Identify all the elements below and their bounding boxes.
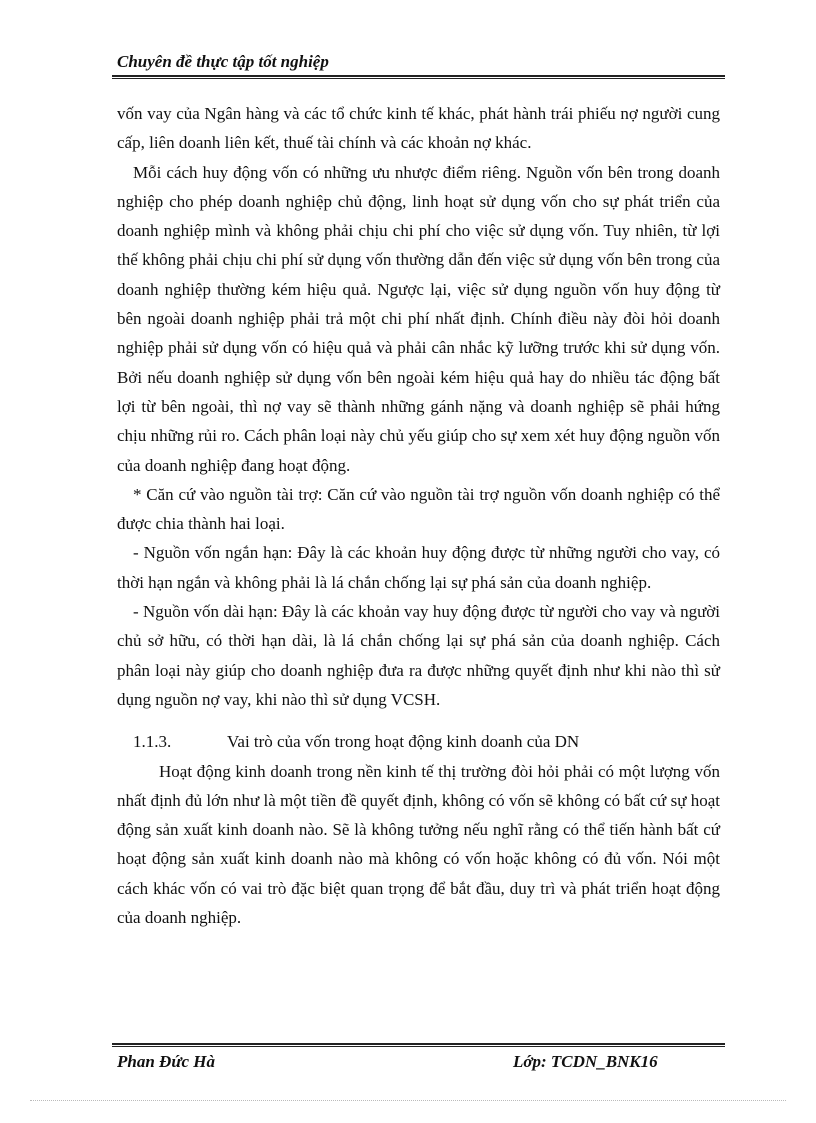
- section-number: 1.1.3.: [133, 732, 172, 752]
- paragraph-continuation: vốn vay của Ngân hàng và các tổ chức kinh tế khác, phát hành trái phiếu nợ người cung cấp, liên doanh liên kết, thuế tài chính và các khoản nợ khác.: [117, 104, 720, 153]
- footer-class: Lớp: TCDN_BNK16: [513, 1052, 658, 1071]
- paragraph-funding-source: * Căn cứ vào nguồn tài trợ: Căn cứ vào nguồn tài trợ nguồn vốn doanh nghiệp có thể được chia thành hai loại.: [117, 484, 720, 534]
- paragraph-capital-mobilization: Mỗi cách huy động vốn có những ưu nhược điểm riêng. Nguồn vốn bên trong doanh nghiệp cho phép doanh nghiệp chủ động, linh hoạt sử dụng vốn cho sự phát triển của doanh nghiệp mình và không phải chịu chi phí cho việc sử dụng vốn. Tuy nhiên, từ lợi thế không phải chịu chi phí sử dụng vốn thường dẫn đến việc sử dụng vốn bên trong của doanh nghiệp thường kém hiệu quả. Ngược lại, việc sử dụng nguồn vốn huy động từ bên ngoài doanh nghiệp phải trả một chi phí nhất định. Chính điều này đòi hỏi doanh nghiệp phải sử dụng vốn có hiệu quả và phải cân nhắc kỹ lưỡng trước khi sử dụng vốn. Bởi nếu doanh nghiệp sử dụng vốn bên ngoài kém hiệu quả hay do nhiều tác động bất lợi từ bên ngoài, thì nợ vay sẽ thành những gánh nặng và doanh nghiệp sẽ phải hứng chịu những rủi ro. Cách phân loại này chủ yếu giúp cho sự xem xét huy động nguồn vốn của doanh nghiệp đang hoạt động.: [117, 162, 720, 475]
- section-title: Vai trò của vốn trong hoạt động kinh doanh của DN: [227, 732, 580, 752]
- paragraph-role-of-capital: Hoạt động kinh doanh trong nền kinh tế thị trường đòi hỏi phải có một lượng vốn nhất định đủ lớn như là một tiền đề quyết định, không có vốn sẽ không có bất cứ sự hoạt động sản xuất kinh doanh nào. Sẽ là không tưởng nếu nghĩ rằng có thể tiến hành bất cứ hoạt động sản xuất kinh doanh nào mà không có vốn hoặc không có đủ vốn. Nói một cách khác vốn có vai trò đặc biệt quan trọng để bắt đầu, duy trì và phát triển hoạt động của doanh nghiệp.: [117, 761, 720, 928]
- section-heading: [117, 727, 720, 756]
- header-divider: [112, 75, 725, 79]
- paragraph-short-term-capital: - Nguồn vốn ngắn hạn: Đây là các khoản huy động được từ những người cho vay, có thời hạn ngắn và không phải là lá chắn chống lại sự phá sản của doanh nghiệp.: [117, 543, 720, 592]
- document-body: [117, 99, 720, 932]
- paragraph-long-term-capital: - Nguồn vốn dài hạn: Đây là các khoản vay huy động được từ người cho vay và người chủ sở hữu, có thời hạn dài, là lá chắn chống lại sự phá sản của doanh nghiệp. Cách phân loại này giúp cho doanh nghiệp đưa ra được những quyết định như khi nào thì sử dụng nguồn nợ vay, khi nào thì sử dụng VCSH.: [117, 602, 720, 709]
- footer-author: Phan Đức Hà: [117, 1052, 216, 1071]
- page-header-title: Chuyên đề thực tập tốt nghiệp: [117, 52, 329, 71]
- page-bottom-edge: [30, 1100, 786, 1101]
- footer-divider: [112, 1043, 725, 1047]
